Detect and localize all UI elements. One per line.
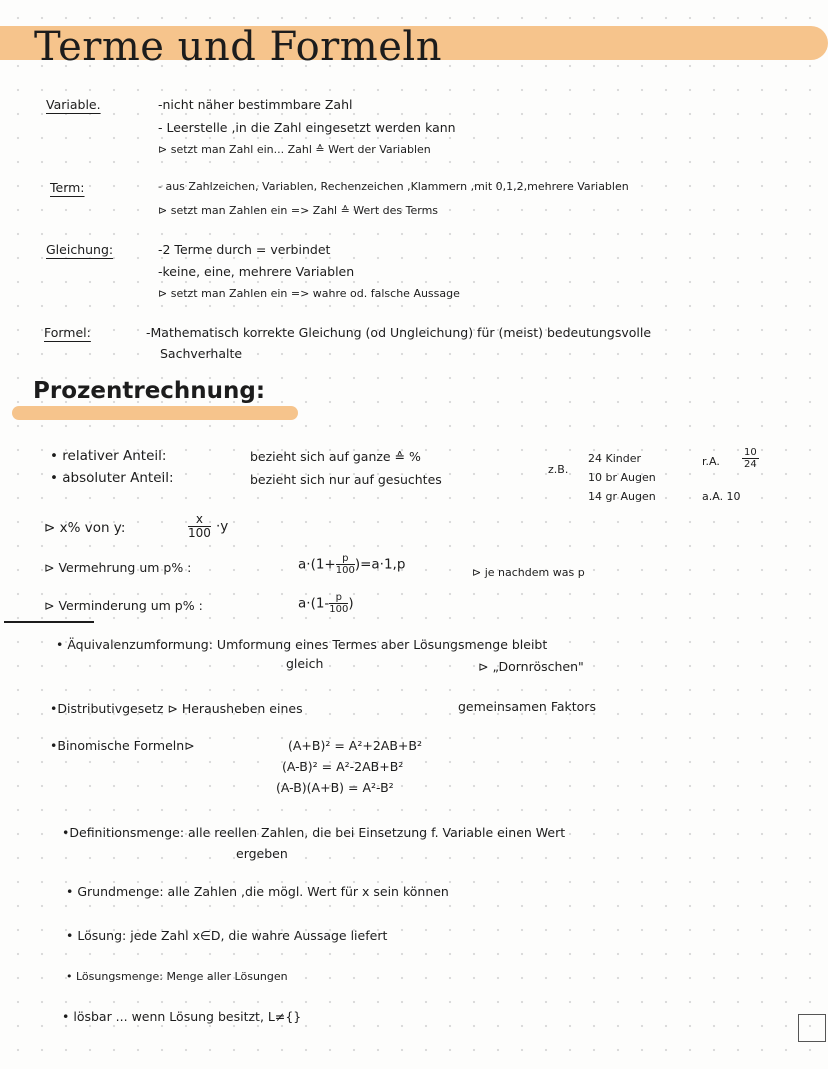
vermehrung-note: ⊳ je nachdem was p — [472, 566, 585, 579]
page-title: Terme und Formeln — [34, 24, 442, 70]
formel-line-2: Sachverhalte — [160, 346, 243, 361]
binomische-formel-2: (A-B)² = A²-2AB+B² — [282, 759, 404, 774]
term-line-2: ⊳ setzt man Zahlen ein => Zahl ≙ Wert des Terms — [158, 204, 439, 217]
gleichung-line-1: -2 Terme durch = verbindet — [158, 242, 331, 257]
example-gruene-augen: 14 gr Augen — [588, 490, 656, 503]
variable-line-1: -nicht näher bestimmbare Zahl — [158, 97, 353, 112]
relativer-anteil-text: bezieht sich auf ganze ≙ % — [250, 449, 421, 464]
subtitle-highlight — [12, 406, 298, 420]
relativer-anteil-fraction — [742, 447, 759, 470]
label-gleichung: Gleichung: — [46, 242, 114, 257]
binomische-formel-1: (A+B)² = A²+2AB+B² — [288, 738, 422, 753]
vermehrung-formula — [298, 553, 405, 576]
fraction-denominator: 100 — [329, 604, 349, 615]
variable-line-2: - Leerstelle ,in die Zahl eingesetzt werden kann — [158, 120, 456, 135]
formula-part: a·(1- — [298, 595, 330, 612]
fraction-numerator: p — [329, 592, 348, 604]
gleichung-line-3: ⊳ setzt man Zahlen ein => wahre od. falsche Aussage — [158, 287, 460, 300]
x-prozent-label: ⊳ x% von y: — [44, 520, 126, 536]
relativer-anteil-abbr: r.A. — [702, 455, 720, 468]
fraction-numerator: p — [336, 553, 355, 565]
absoluter-anteil-text: bezieht sich nur auf gesuchtes — [250, 472, 442, 487]
label-variable: Variable. — [46, 97, 101, 112]
gleichung-line-2: -keine, eine, mehrere Variablen — [158, 264, 355, 279]
example-kinder: 24 Kinder — [588, 452, 642, 465]
grundmenge-line: • Grundmenge: alle Zahlen ,die mögl. Wert für x sein können — [66, 884, 449, 899]
verminderung-label: ⊳ Verminderung um p% : — [44, 598, 203, 613]
fraction-numerator: x — [188, 513, 211, 527]
aequivalenzumformung-line-1: • Äquivalenzumformung: Umformung eines Termes aber Lösungsmenge bleibt — [56, 637, 548, 652]
absoluter-anteil-label: • absoluter Anteil: — [50, 470, 174, 486]
relativer-anteil-label: • relativer Anteil: — [50, 448, 167, 464]
fraction-denominator: 100 — [335, 565, 355, 576]
example-zb: z.B. — [548, 463, 569, 476]
formula-part: ) — [348, 595, 354, 612]
binomische-formeln-label: •Binomische Formeln⊳ — [50, 738, 195, 753]
example-braune-augen: 10 br Augen — [588, 471, 656, 484]
definitionsmenge-line-1: •Definitionsmenge: alle reellen Zahlen, die bei Einsetzung f. Variable einen Wert — [62, 825, 566, 840]
formula-tail: ·y — [216, 518, 229, 535]
verminderung-formula — [298, 592, 354, 615]
label-term: Term: — [50, 180, 85, 195]
loesbar-line: • lösbar ... wenn Lösung besitzt, L≠{} — [62, 1009, 302, 1024]
term-line-1: - aus Zahlzeichen, Variablen, Rechenzeichen ,Klammern ,mit 0,1,2,mehrere Variablen — [158, 180, 629, 193]
vermehrung-label: ⊳ Vermehrung um p% : — [44, 560, 192, 575]
aequivalenzumformung-line-2: gleich — [286, 656, 324, 671]
variable-line-3: ⊳ setzt man Zahl ein... Zahl ≙ Wert der Variablen — [158, 143, 431, 156]
x-prozent-formula — [188, 513, 228, 540]
section-title-prozentrechnung: Prozentrechnung: — [33, 378, 266, 404]
aequivalenzumformung-note: ⊳ „Dornröschen" — [478, 659, 584, 674]
fraction-numerator: 10 — [744, 447, 757, 458]
distributivgesetz-line-1: •Distributivgesetz ⊳ Herausheben eines — [50, 701, 303, 716]
corner-qr-code — [798, 1014, 826, 1042]
formula-part: a·(1+ — [298, 556, 336, 573]
definitionsmenge-line-2: ergeben — [236, 846, 288, 861]
label-formel: Formel: — [44, 325, 91, 340]
fraction-denominator: 24 — [744, 459, 757, 470]
formula-part: )=a·1,p — [354, 556, 406, 573]
distributivgesetz-line-2: gemeinsamen Faktors — [458, 699, 596, 714]
binomische-formel-3: (A-B)(A+B) = A²-B² — [276, 780, 394, 795]
divider-line — [4, 621, 94, 623]
absoluter-anteil-abbr: a.A. 10 — [702, 490, 741, 503]
loesung-line: • Lösung: jede Zahl x∈D, die wahre Aussage liefert — [66, 928, 388, 943]
fraction-denominator: 100 — [188, 526, 211, 540]
loesungsmenge-line: • Lösungsmenge: Menge aller Lösungen — [66, 970, 288, 983]
formel-line-1: -Mathematisch korrekte Gleichung (od Ungleichung) für (meist) bedeutungsvolle — [146, 325, 652, 340]
